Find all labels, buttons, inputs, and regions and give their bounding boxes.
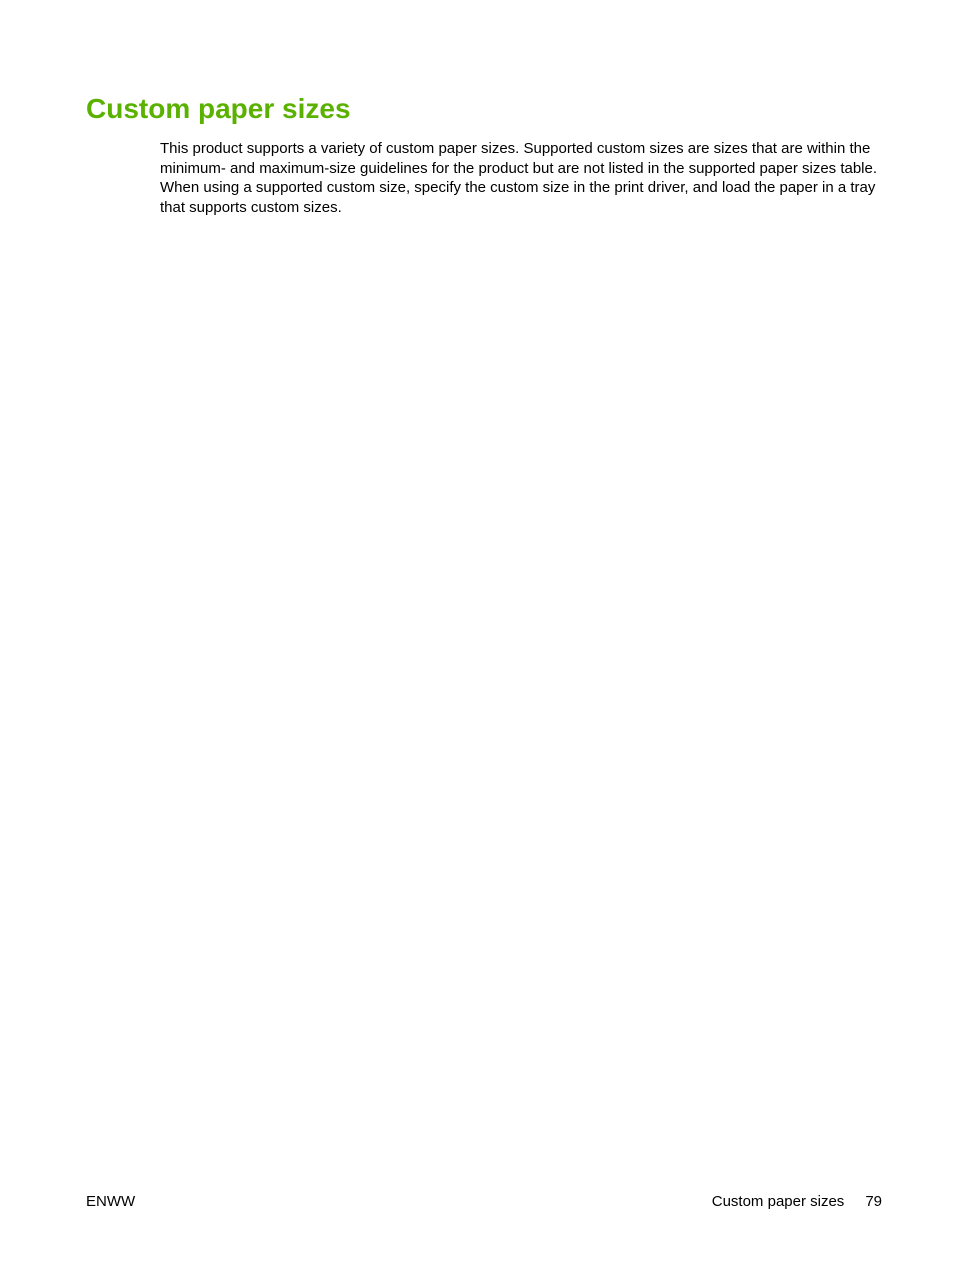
footer-page-number: 79 bbox=[865, 1193, 882, 1210]
footer-left-label: ENWW bbox=[86, 1193, 136, 1210]
footer-right bbox=[712, 1192, 882, 1212]
page-title: Custom paper sizes bbox=[86, 93, 351, 124]
footer-section-name: Custom paper sizes bbox=[711, 1193, 845, 1210]
body-paragraph: This product supports a variety of custom paper sizes. Supported custom sizes are sizes that are within the minimum- and maximum-size guidelines for the product but are not listed in the supported paper sizes table. When using a supported custom size, specify the custom size in the print driver, and load the paper in a tray that supports custom sizes. bbox=[160, 140, 878, 216]
